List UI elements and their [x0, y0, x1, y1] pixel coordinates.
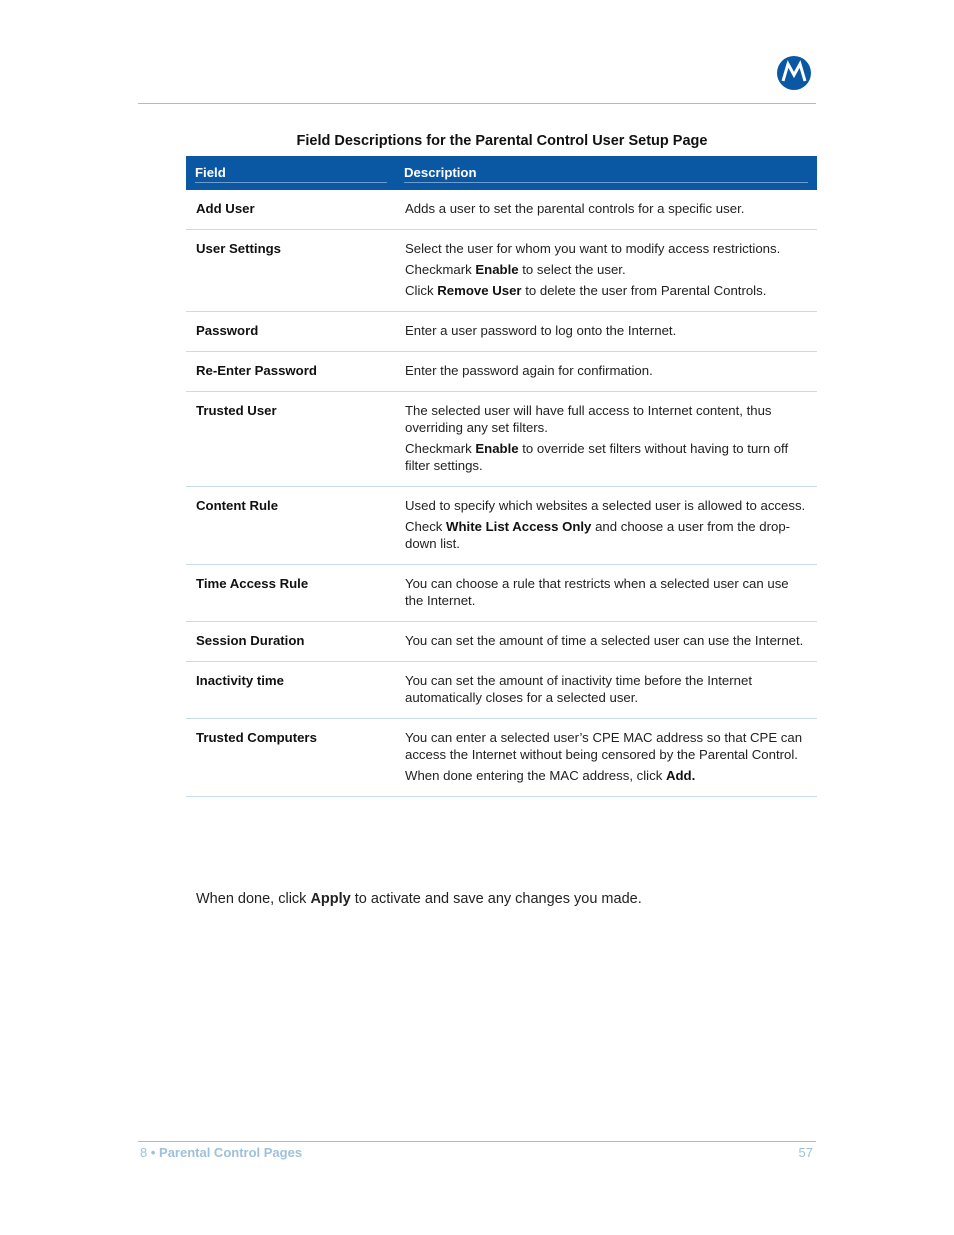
field-description [395, 487, 817, 565]
table-row [186, 662, 817, 719]
table-title: Field Descriptions for the Parental Control User Setup Page [296, 133, 708, 149]
field-description [395, 662, 817, 719]
field-name: Session Duration [186, 622, 395, 662]
table-row [186, 230, 817, 312]
table-row [186, 352, 817, 392]
table-row [186, 312, 817, 352]
field-name: Add User [186, 190, 395, 230]
table-row [186, 565, 817, 622]
field-description [395, 719, 817, 797]
field-description [395, 392, 817, 487]
header-divider [138, 103, 816, 104]
column-header-field: Field [186, 156, 395, 190]
field-name: Time Access Rule [186, 565, 395, 622]
field-description [395, 190, 817, 230]
description-line: Click Remove User to delete the user from Parental Controls. [405, 283, 767, 298]
description-line: When done entering the MAC address, click Add. [405, 768, 696, 783]
field-description [395, 352, 817, 392]
page-number: 57 [798, 1145, 813, 1160]
field-description [395, 230, 817, 312]
field-name: User Settings [186, 230, 395, 312]
field-name: Trusted Computers [186, 719, 395, 797]
field-name: Re-Enter Password [186, 352, 395, 392]
description-line: You can enter a selected user’s CPE MAC address so that CPE can access the Internet without being censored by the Parental Control. [405, 730, 803, 762]
description-line: Enter a user password to log onto the Internet. [405, 323, 677, 338]
field-description [395, 565, 817, 622]
footer-divider [138, 1141, 816, 1142]
description-line: Select the user for whom you want to modify access restrictions. [405, 241, 781, 256]
table-row [186, 719, 817, 797]
field-description [395, 622, 817, 662]
footer-chapter: 8 • Parental Control Pages [140, 1145, 303, 1160]
description-line: You can set the amount of time a selected user can use the Internet. [405, 633, 804, 648]
description-line: You can choose a rule that restricts when a selected user can use the Internet. [405, 576, 789, 608]
motorola-logo-icon [776, 55, 812, 91]
description-line: Checkmark Enable to override set filters without having to turn off filter settings. [405, 441, 789, 473]
field-name: Inactivity time [186, 662, 395, 719]
description-line: The selected user will have full access to Internet content, thus overriding any set filters. [405, 403, 772, 435]
column-header-description: Description [395, 156, 817, 190]
description-line: You can set the amount of inactivity time before the Internet automatically closes for a selected user. [405, 673, 752, 705]
description-line: Adds a user to set the parental controls for a specific user. [405, 201, 745, 216]
description-line: Used to specify which websites a selected user is allowed to access. [405, 498, 806, 513]
field-name: Password [186, 312, 395, 352]
table-row [186, 190, 817, 230]
description-line: Enter the password again for confirmation. [405, 363, 653, 378]
field-name: Trusted User [186, 392, 395, 487]
table-row [186, 622, 817, 662]
table-header-row [186, 156, 817, 190]
table-body [186, 190, 817, 797]
apply-instruction: When done, click Apply to activate and save any changes you made. [196, 891, 642, 907]
description-line: Check White List Access Only and choose a user from the drop-down list. [405, 519, 791, 551]
description-line: Checkmark Enable to select the user. [405, 262, 626, 277]
field-descriptions-table [186, 156, 817, 797]
field-name: Content Rule [186, 487, 395, 565]
table-row [186, 392, 817, 487]
field-description [395, 312, 817, 352]
table-row [186, 487, 817, 565]
